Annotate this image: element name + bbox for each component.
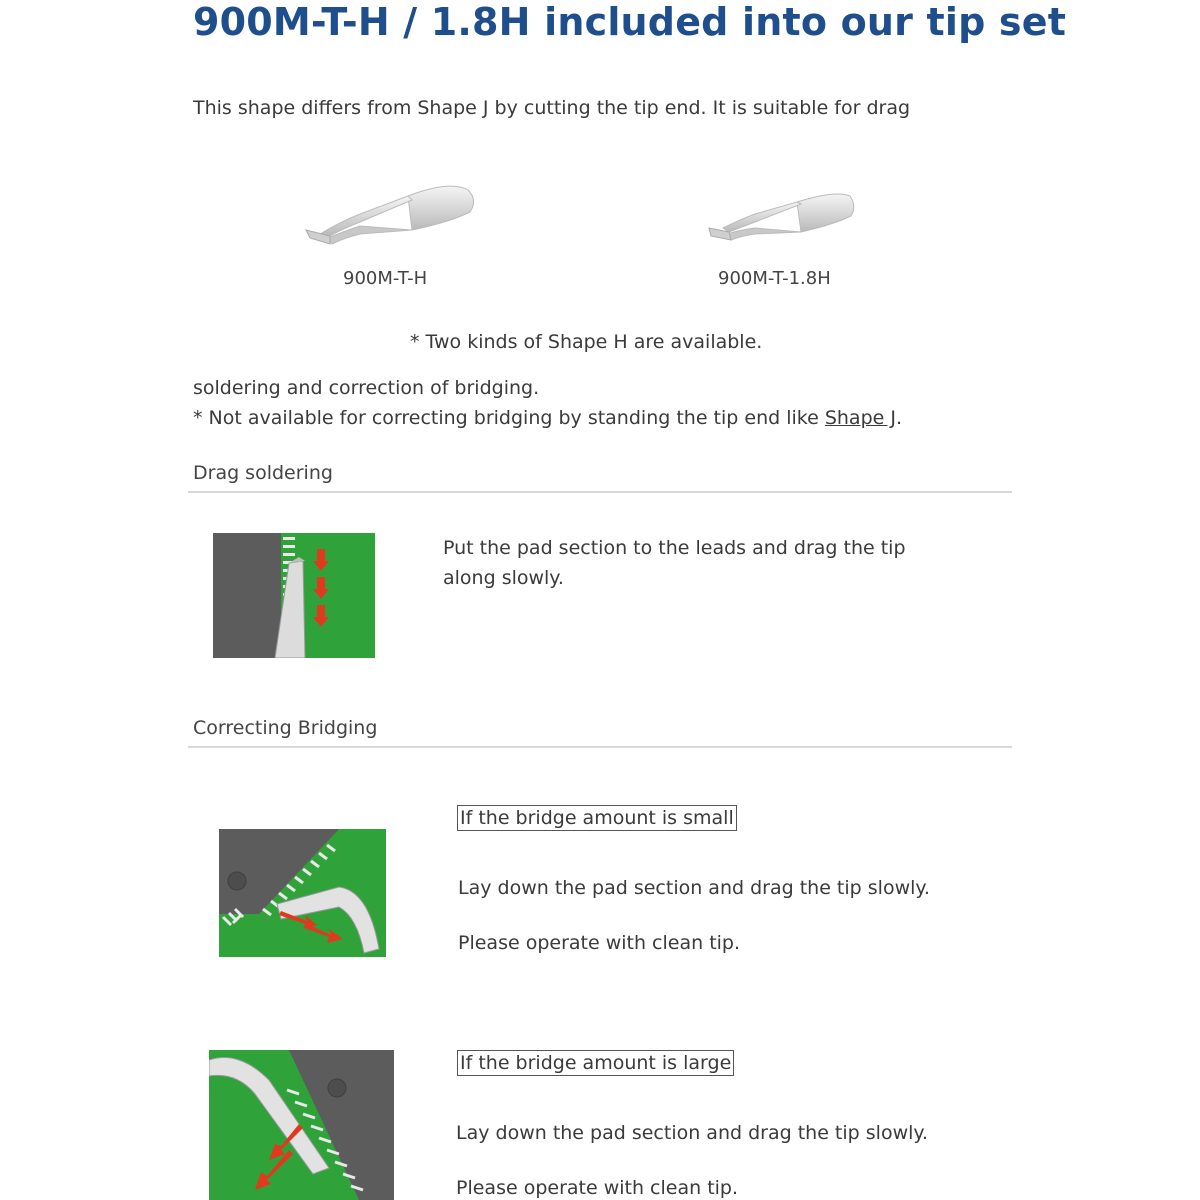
tips-note: * Two kinds of Shape H are available. (410, 331, 763, 353)
shape-j-link[interactable]: Shape J (824, 407, 896, 429)
availability-note (193, 407, 902, 429)
availability-note-prefix: * Not available for correcting bridging by standing the tip end like (193, 407, 825, 429)
bridging-section-divider (188, 746, 1012, 748)
drag-instruction-line2: along slowly. (443, 567, 564, 589)
drag-soldering-image (213, 533, 375, 658)
correcting-bridging-heading: Correcting Bridging (193, 717, 378, 739)
bridge-large-step: Lay down the pad section and drag the tip slowly. (456, 1122, 928, 1144)
drag-section-divider (188, 491, 1012, 493)
bridge-large-image (209, 1050, 394, 1200)
intro-continued: soldering and correction of bridging. (193, 377, 540, 399)
drag-instruction-line1: Put the pad section to the leads and drag the tip (443, 537, 906, 559)
tip-1-8h-illustration (705, 188, 860, 253)
bridge-small-step: Lay down the pad section and drag the tip slowly. (458, 877, 930, 899)
bridge-large-label: If the bridge amount is large (457, 1050, 734, 1076)
availability-note-suffix: . (895, 407, 903, 429)
bridge-small-image (219, 829, 386, 957)
tip-1-8h-label: 900M-T-1.8H (718, 268, 831, 289)
bridge-small-clean: Please operate with clean tip. (458, 932, 741, 954)
bridge-small-label: If the bridge amount is small (457, 805, 737, 831)
tip-h-label: 900M-T-H (343, 268, 428, 289)
tip-h-illustration (300, 178, 480, 258)
bridge-large-clean: Please operate with clean tip. (456, 1177, 739, 1199)
intro-text: This shape differs from Shape J by cutting the tip end. It is suitable for drag (193, 97, 911, 119)
drag-soldering-heading: Drag soldering (193, 462, 333, 484)
page-title: 900M-T-H / 1.8H included into our tip set (193, 0, 1067, 44)
